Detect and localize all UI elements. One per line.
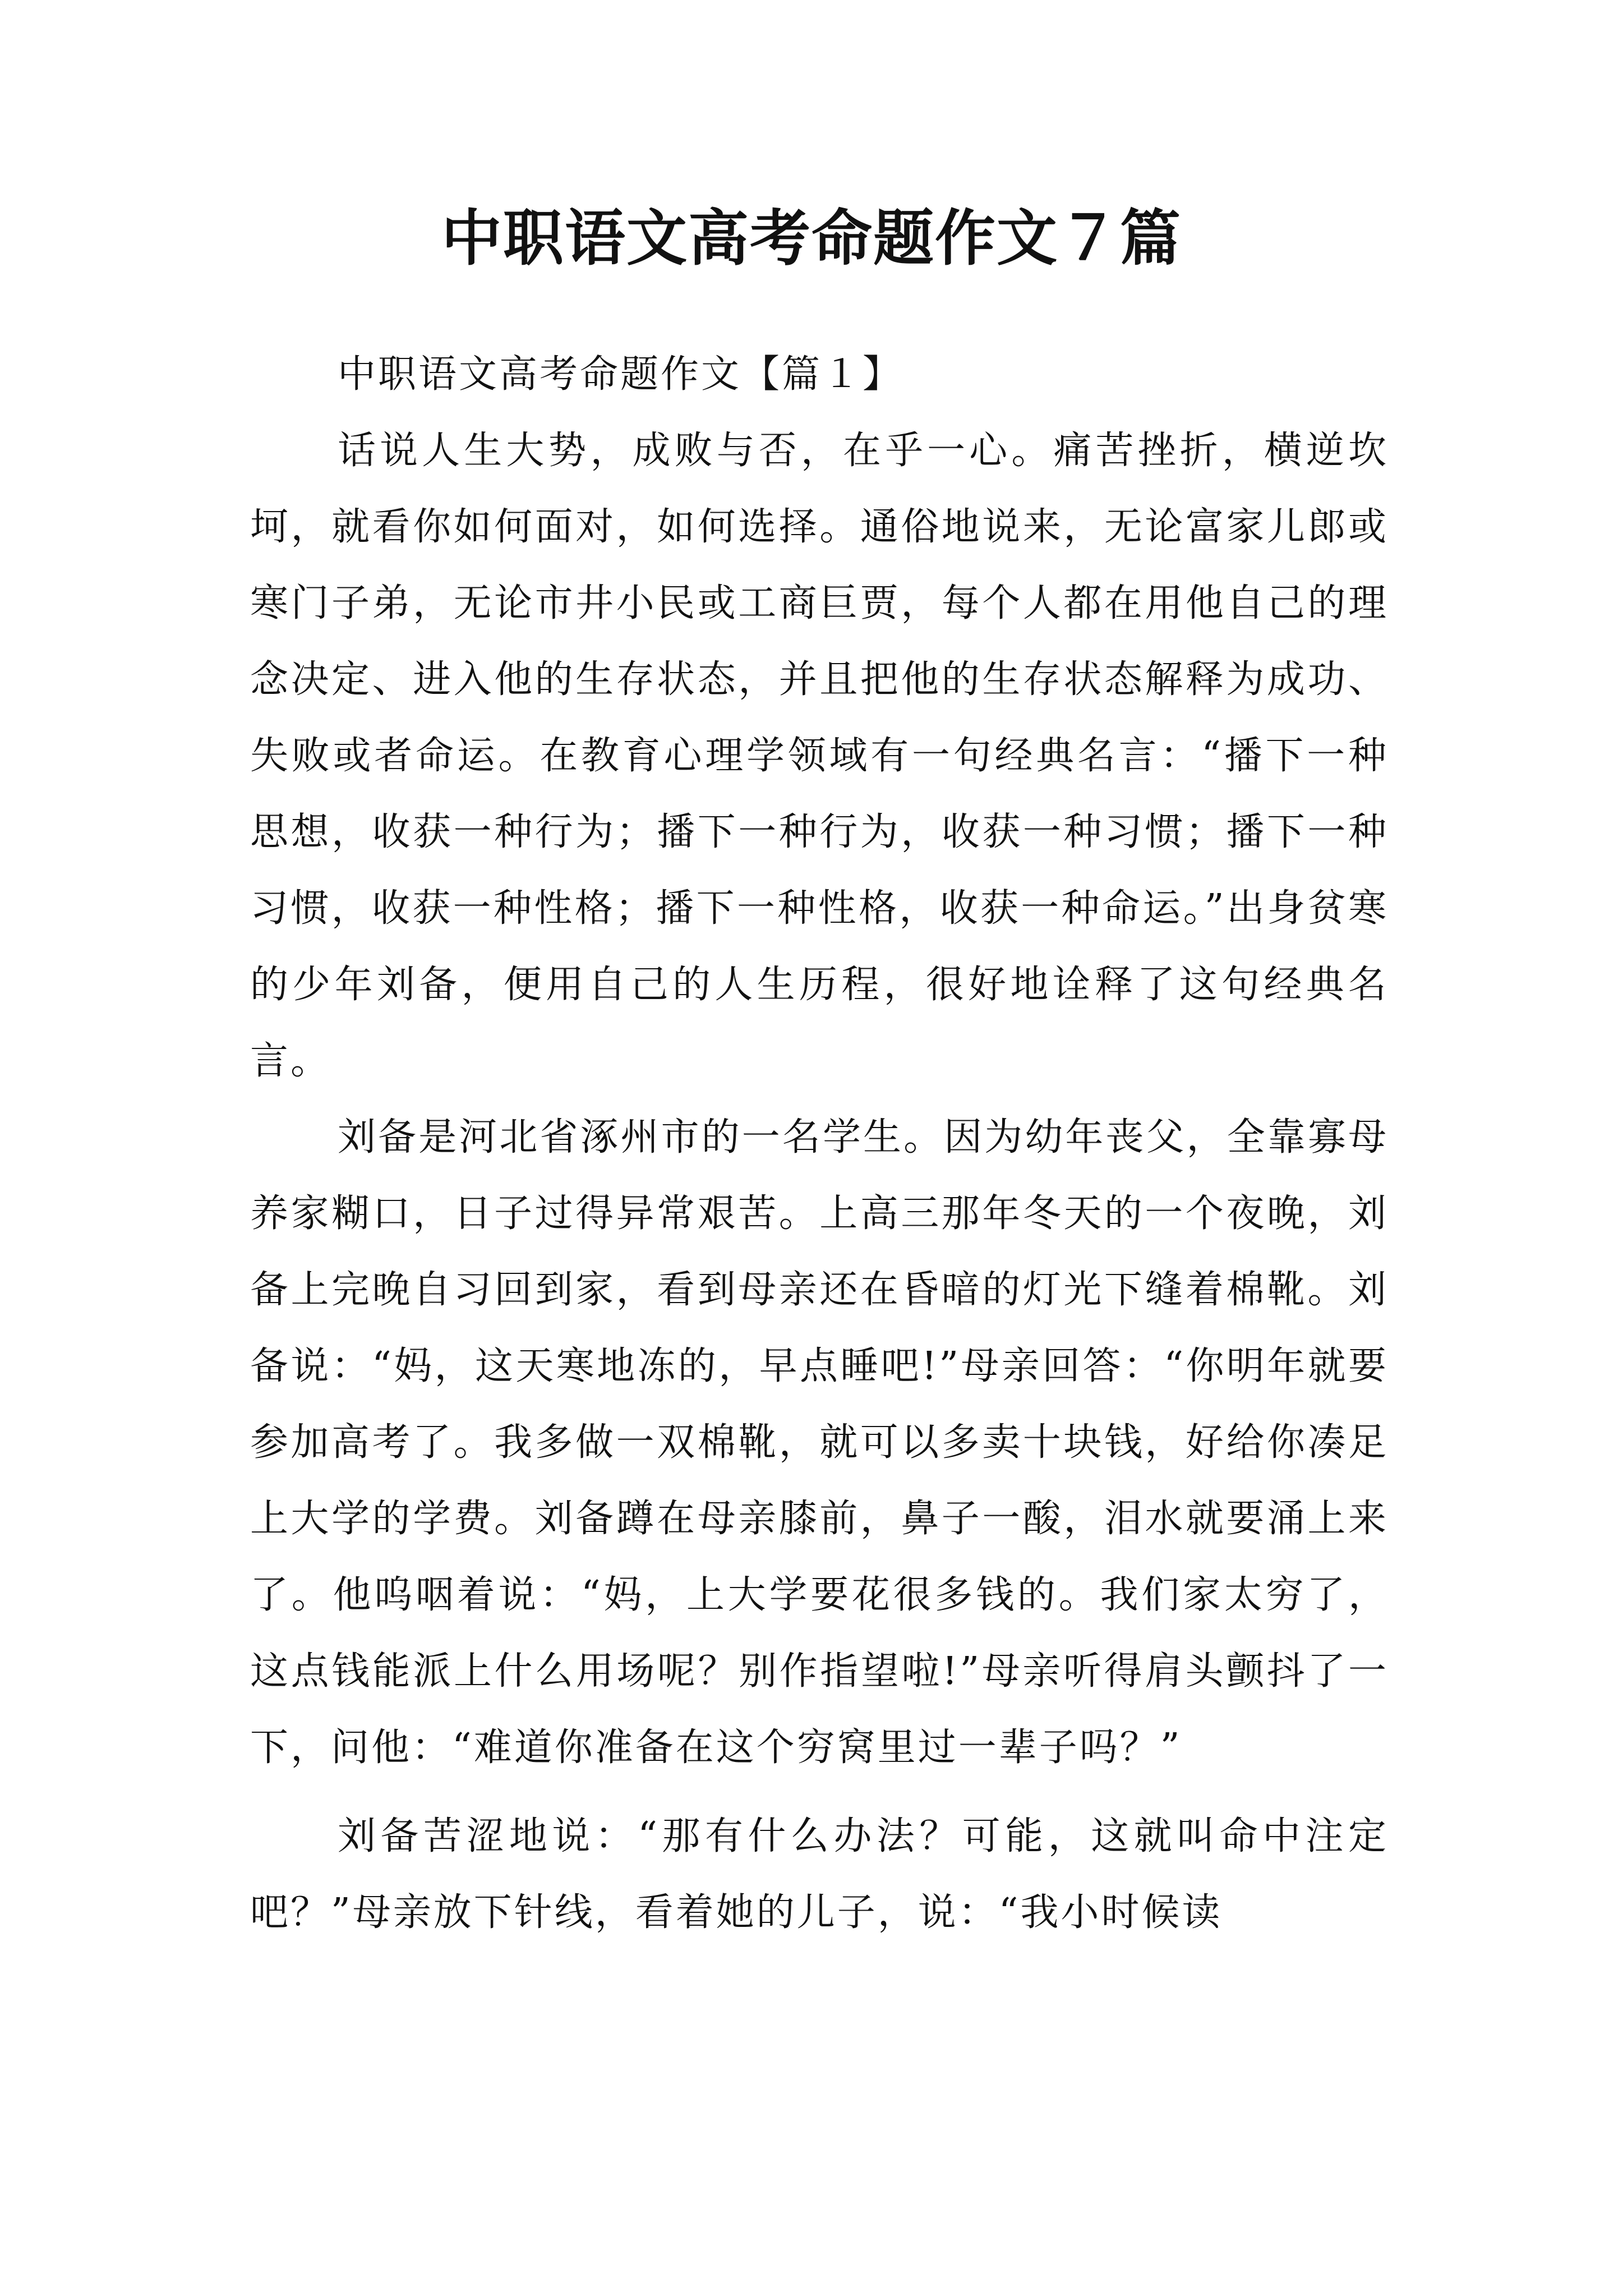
paragraph-2: 刘备是河北省涿州市的一名学生。因为幼年丧父，全靠寡母养家糊口，日子过得异常艰苦。上高三那年冬天的一个夜晚，刘备上完晚自习回到家，看到母亲还在昏暗的灯光下缝着棉靴。刘备说：“妈，这天寒地冻的，早点睡吧!”母亲回答：“你明年就要参加高考了。我多做一双棉靴，就可以多卖十块钱，好给你凑足上大学的学费。刘备蹲在母亲膝前，鼻子一酸，泪水就要涌上来了。他呜咽着说：“妈，上大学要花很多钱的。我们家太穷了，这点钱能派上什么用场呢？别作指望啦!”母亲听得肩头颤抖了一下，问他：“难道你准备在这个穷窝里过一辈子吗？” — [250, 1115, 1389, 1770]
document-title: 中职语文高考命题作文７篇 — [441, 203, 1182, 274]
section-heading: 中职语文高考命题作文【篇１】 — [338, 352, 903, 397]
paragraph-1: 话说人生大势，成败与否，在乎一心。痛苦挫折，横逆坎坷，就看你如何面对，如何选择。通俗地说来，无论富家儿郎或寒门子弟，无论市井小民或工商巨贾，每个人都在用他自己的理念决定、进入他的生存状态，并且把他的生存状态解释为成功、失败或者命运。在教育心理学领域有一句经典名言：“播下一种思想，收获一种行为；播下一种行为，收获一种习惯；播下一种习惯，收获一种性格；播下一种性格，收获一种命运。”出身贫寒的少年刘备，便用自己的人生历程，很好地诠释了这句经典名言。 — [250, 429, 1389, 1083]
paragraph-3: 刘备苦涩地说：“那有什么办法？可能，这就叫命中注定吧？”母亲放下针线，看着她的儿子，说：“我小时候读 — [250, 1814, 1389, 1935]
document-body — [250, 337, 1389, 1951]
